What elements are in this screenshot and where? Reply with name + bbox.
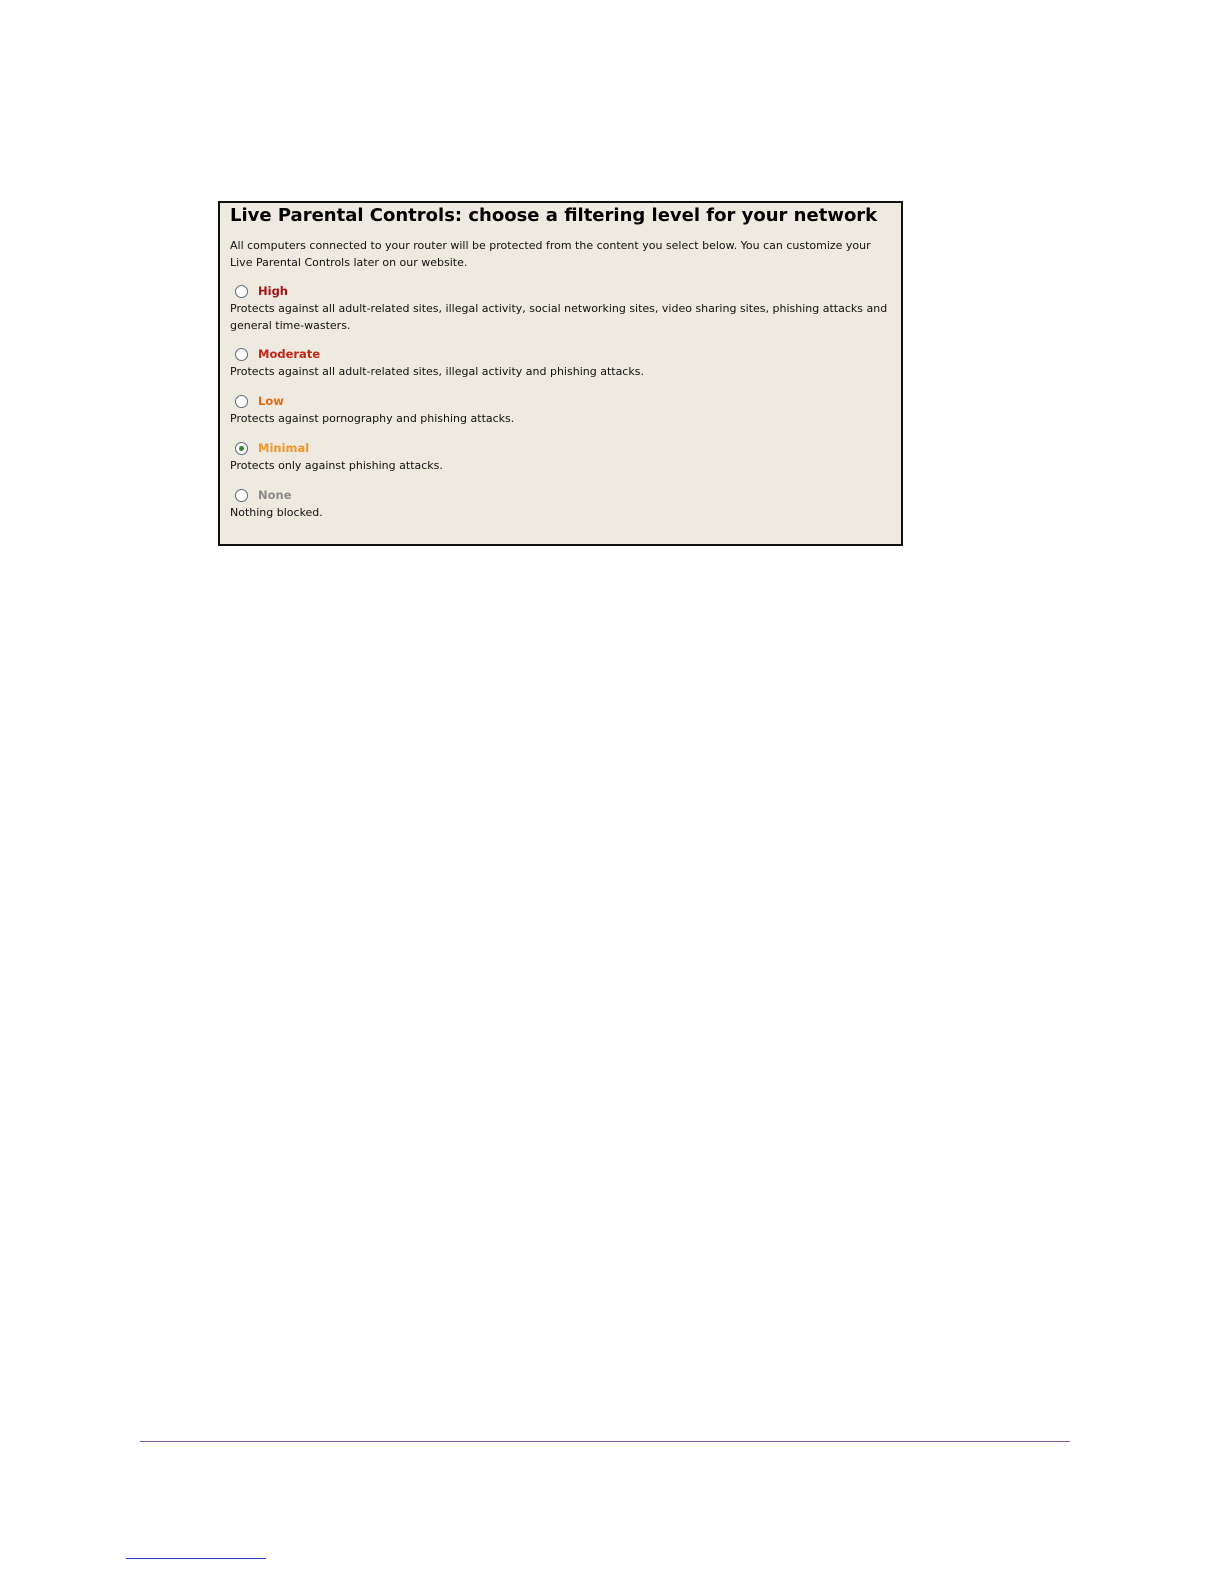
option-high-label[interactable]: High <box>258 284 288 298</box>
option-minimal-description: Protects only against phishing attacks. <box>230 459 443 472</box>
option-moderate-description: Protects against all adult-related sites, illegal activity and phishing attacks. <box>230 365 644 378</box>
radio-moderate[interactable] <box>235 348 248 361</box>
option-low-description: Protects against pornography and phishing attacks. <box>230 412 515 425</box>
option-low[interactable] <box>230 392 895 427</box>
option-moderate-header[interactable] <box>230 345 895 363</box>
option-minimal[interactable] <box>230 439 895 474</box>
option-high-description: Protects against all adult-related sites, illegal activity, social networking sites, video sharing sites, phishing attacks and general time-wasters. <box>230 302 888 332</box>
option-minimal-label[interactable]: Minimal <box>258 441 310 455</box>
radio-minimal-selected[interactable] <box>235 442 248 455</box>
option-low-label[interactable]: Low <box>258 394 284 408</box>
filtering-level-panel <box>218 201 903 546</box>
option-high-header[interactable] <box>230 282 895 300</box>
option-none-header[interactable] <box>230 486 895 504</box>
radio-low[interactable] <box>235 395 248 408</box>
option-low-header[interactable] <box>230 392 895 410</box>
option-moderate[interactable] <box>230 345 895 380</box>
radio-none[interactable] <box>235 489 248 502</box>
option-minimal-header[interactable] <box>230 439 895 457</box>
option-none[interactable] <box>230 486 895 521</box>
footer-link-underline[interactable] <box>126 1558 266 1559</box>
option-moderate-label[interactable]: Moderate <box>258 347 321 361</box>
panel-title: Live Parental Controls: choose a filtering level for your network <box>230 205 878 226</box>
radio-high[interactable] <box>235 285 248 298</box>
intro-text: All computers connected to your router will be protected from the content you select below. You can customize your Live Parental Controls later on our website. <box>230 239 871 269</box>
option-none-label[interactable]: None <box>258 488 292 502</box>
option-none-description: Nothing blocked. <box>230 506 323 519</box>
footer-divider <box>140 1441 1070 1442</box>
option-high[interactable] <box>230 282 895 334</box>
